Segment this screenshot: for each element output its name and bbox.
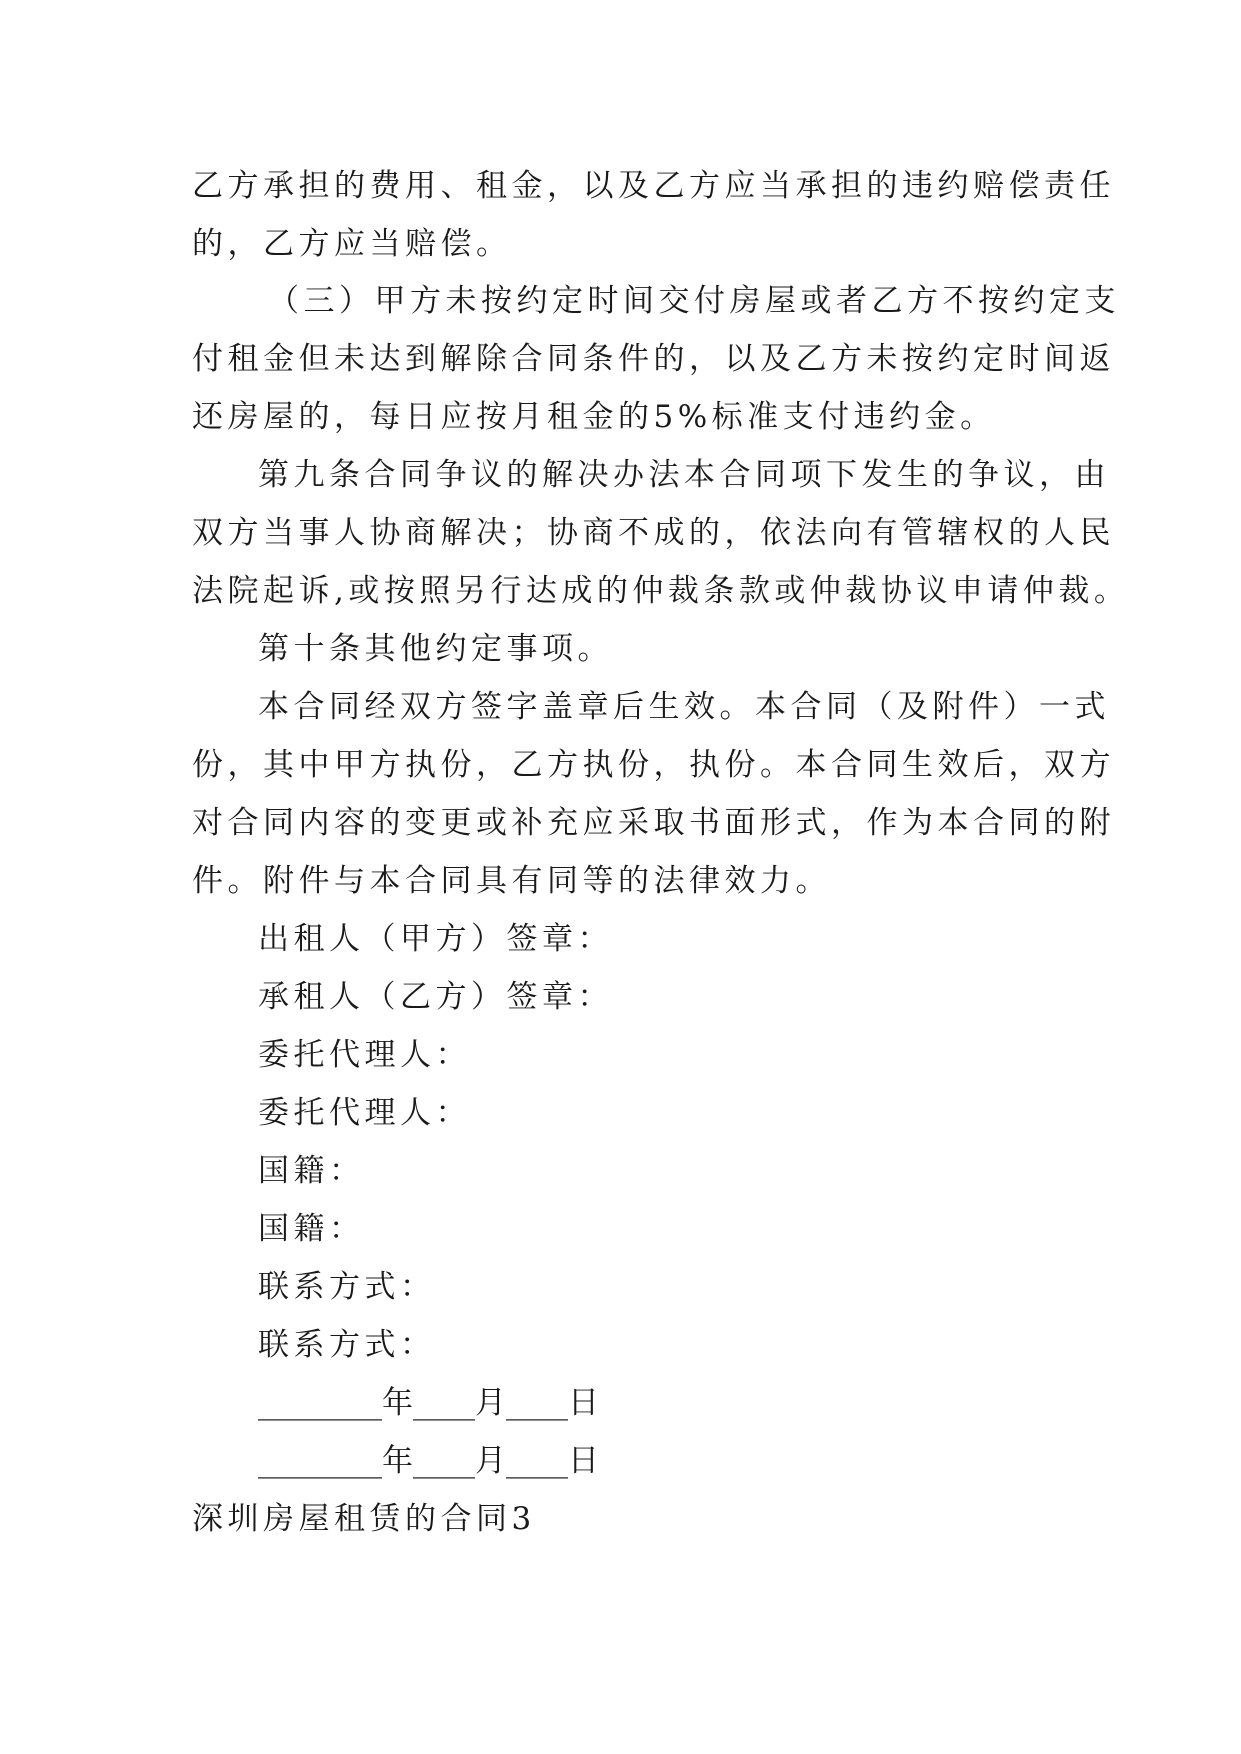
contact-label: 联系方式： [258,1327,436,1363]
paragraph-line: 付租金但未达到解除合同条件的，以及乙方未按约定时间返 [192,341,1115,377]
agent-label: 委托代理人： [258,1037,471,1073]
contact-label: 联系方式： [258,1269,436,1305]
paragraph-line: 的，乙方应当赔偿。 [192,226,512,262]
lessor-signature-label: 出租人（甲方）签章： [258,921,613,957]
paragraph-line: 本合同经双方签字盖章后生效。本合同（及附件）一式 [258,689,1110,725]
nationality-label: 国籍： [258,1153,365,1189]
paragraph-line: 法院起诉,或按照另行达成的仲裁条款或仲裁协议申请仲裁。 [192,573,1130,609]
paragraph-line: 双方当事人协商解决；协商不成的，依法向有管辖权的人民 [192,515,1115,551]
nationality-label: 国籍： [258,1211,365,1247]
paragraph-line: 件。附件与本合同具有同等的法律效力。 [192,863,831,899]
paragraph-line: 乙方承担的费用、租金，以及乙方应当承担的违约赔偿责任 [192,168,1115,204]
clause-3-line: （三）甲方未按约定时间交付房屋或者乙方不按约定支 [268,283,1120,319]
date-line: ________年____月____日 [258,1385,599,1421]
article-10-line: 第十条其他约定事项。 [258,631,613,667]
paragraph-line: 还房屋的，每日应按月租金的5%标准支付违约金。 [192,399,996,435]
agent-label: 委托代理人： [258,1095,471,1131]
paragraph-line: 份，其中甲方执份，乙方执份，执份。本合同生效后，双方 [192,747,1115,783]
paragraph-line: 对合同内容的变更或补充应采取书面形式，作为本合同的附 [192,805,1115,841]
lessee-signature-label: 承租人（乙方）签章： [258,979,613,1015]
article-9-line: 第九条合同争议的解决办法本合同项下发生的争议，由 [258,457,1110,493]
section-heading: 深圳房屋租赁的合同3 [192,1501,536,1537]
date-line: ________年____月____日 [258,1443,599,1479]
